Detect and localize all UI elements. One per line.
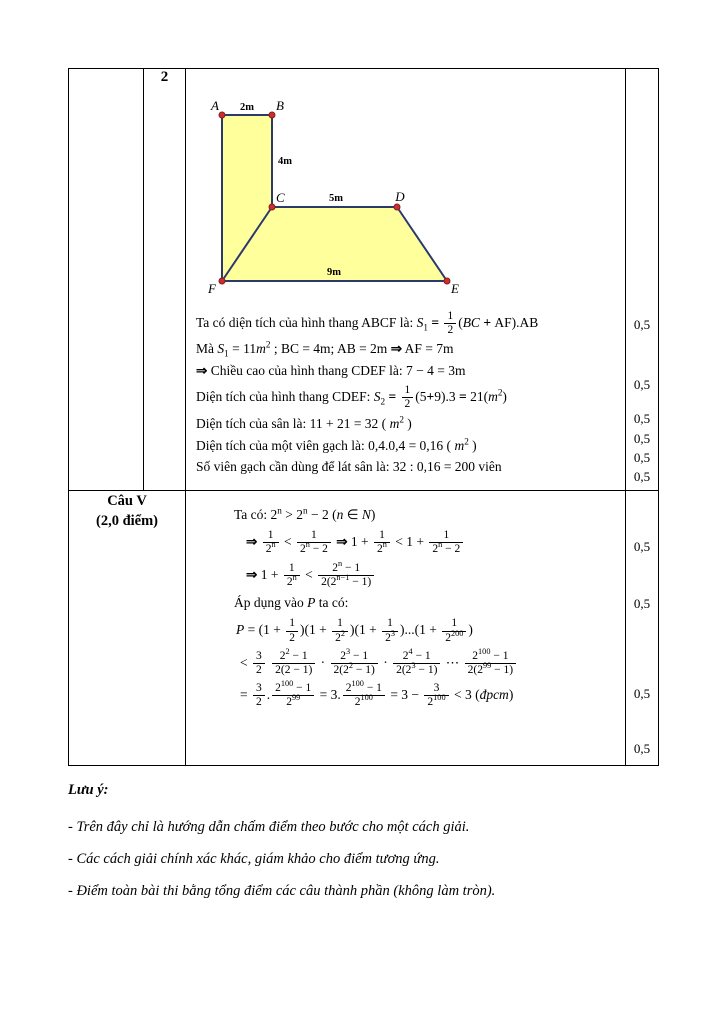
vertex-dot-f xyxy=(219,278,225,284)
side-label-fe: 9m xyxy=(327,267,341,278)
subquestion-number-cell xyxy=(144,69,186,491)
vertex-label-d: D xyxy=(395,189,405,204)
vertex-dot-e xyxy=(444,278,450,284)
subquestion-number: 2 xyxy=(160,69,169,85)
score-cell-question2 xyxy=(626,69,659,491)
solution-line: Áp dụng vào P ta có: xyxy=(234,595,349,611)
vertex-label-f: F xyxy=(208,281,216,296)
score-value: 0,5 xyxy=(633,741,651,756)
score-value: 0,5 xyxy=(633,411,651,426)
solution-line: ⇒ 1 + $\frac{1}{2^n}$ < $\frac{2^n - 1}{2(2^{n-1} - 1)}$ xyxy=(246,562,623,589)
empty-cell xyxy=(69,69,144,491)
score-value: 0,5 xyxy=(633,686,651,701)
vertex-dot-d xyxy=(394,204,400,210)
solution-line: = $\frac{3}{2}$ . $\frac{2^{100} - 1}{2^{99}}$ = 3. $\frac{2^{100} - 1}{2^{100}}$ = 3 − $\frac{3}{2^{100}}$ < 3 (đpcm) xyxy=(240,679,514,709)
note-item: - Điểm toàn bài thi bằng tổng điểm các câu thành phần (không làm tròn). xyxy=(68,883,496,899)
note-item: - Trên đây chỉ là hướng dẫn chấm điểm theo bước cho một cách giải. xyxy=(68,819,470,835)
score-value: 0,5 xyxy=(633,377,651,392)
solution-line: Ta có diện tích của hình thang ABCF là: $S_1$ = $\frac{1}{2}$ (BC + AF).AB xyxy=(196,310,539,337)
answer-key-table xyxy=(68,68,659,766)
note-item: - Các cách giải chính xác khác, giám khảo cho điểm tương ứng. xyxy=(68,851,440,867)
solution-line: < $\frac{3}{2}$ $\frac{2^2 - 1}{2(2 - 1)}$ · $\frac{2^3 - 1}{2(2^2 - 1)}$ · $\frac{2^4 - 1}{2(2^3 - 1)}$ ⋯ $\frac{2^{100} - 1}{2(2^{99} - 1)}$ xyxy=(240,650,623,677)
solution-cell-question5 xyxy=(186,491,626,766)
solution-line: P = (1 + $\frac{1}{2}$ )(1 + $\frac{1}{2^2}$ )(1 + $\frac{1}{2^3}$ )...(1 + $\frac{1}{2^{200}}$ ) xyxy=(236,617,473,644)
table-row-question5 xyxy=(69,491,659,766)
solution-line: Số viên gạch cần dùng để lát sân là: 32 : 0,16 = 200 viên xyxy=(196,459,502,475)
score-cell-question5 xyxy=(626,491,659,766)
solution-cell-question2 xyxy=(186,69,626,491)
question-label-title: Câu V xyxy=(107,493,147,509)
side-label-ab: 2m xyxy=(240,102,254,113)
figure-svg xyxy=(204,93,469,298)
solution-line: Diện tích của một viên gạch là: 0,4.0,4 = 0,16 ( $m^2$ ) xyxy=(196,436,477,453)
question-label-cell xyxy=(69,491,186,766)
solution-line: Diện tích của hình thang CDEF: $S_2$ = $\frac{1}{2}$ $(5+9).3 = 21(m^2)$ xyxy=(196,384,507,411)
table-row-question2 xyxy=(69,69,659,491)
vertex-dot-a xyxy=(219,112,225,118)
side-label-cd: 5m xyxy=(329,193,343,204)
notes-section xyxy=(68,782,648,915)
score-value: 0,5 xyxy=(633,450,651,465)
vertex-dot-c xyxy=(269,204,275,210)
side-label-bc: 4m xyxy=(278,156,292,167)
solution-line: ⇒ $\frac{1}{2^n}$ < $\frac{1}{2^n - 2}$ ⇒ 1 + $\frac{1}{2^n}$ < 1 + $\frac{1}{2^n - 2}$ xyxy=(246,529,623,556)
solution-line: Mà $S_1 = 11m^2$ ; BC = 4m; AB = 2m ⇒ AF = 7m xyxy=(196,339,454,360)
score-value: 0,5 xyxy=(633,539,651,554)
vertex-label-c: C xyxy=(276,190,285,205)
score-value: 0,5 xyxy=(633,317,651,332)
notes-title: Lưu ý: xyxy=(68,782,109,798)
score-value: 0,5 xyxy=(633,469,651,484)
solution-line: Ta có: $2^n > 2^n - 2$ (n ∈ N) xyxy=(234,505,376,522)
vertex-dot-b xyxy=(269,112,275,118)
solution-line: ⇒ Chiều cao của hình thang CDEF là: 7 − 4 = 3m xyxy=(196,363,466,379)
question-label-points: (2,0 điểm) xyxy=(95,513,158,530)
vertex-label-a: A xyxy=(211,98,219,113)
solution-steps-question2 xyxy=(186,303,625,477)
solution-steps-question5 xyxy=(186,491,625,710)
solution-line: Diện tích của sân là: 11 + 21 = 32 ( $m^2$ ) xyxy=(196,414,412,431)
score-value: 0,5 xyxy=(633,596,651,611)
vertex-label-b: B xyxy=(276,98,284,113)
score-value: 0,5 xyxy=(633,431,651,446)
vertex-label-e: E xyxy=(451,281,459,296)
geometry-figure xyxy=(204,93,625,303)
